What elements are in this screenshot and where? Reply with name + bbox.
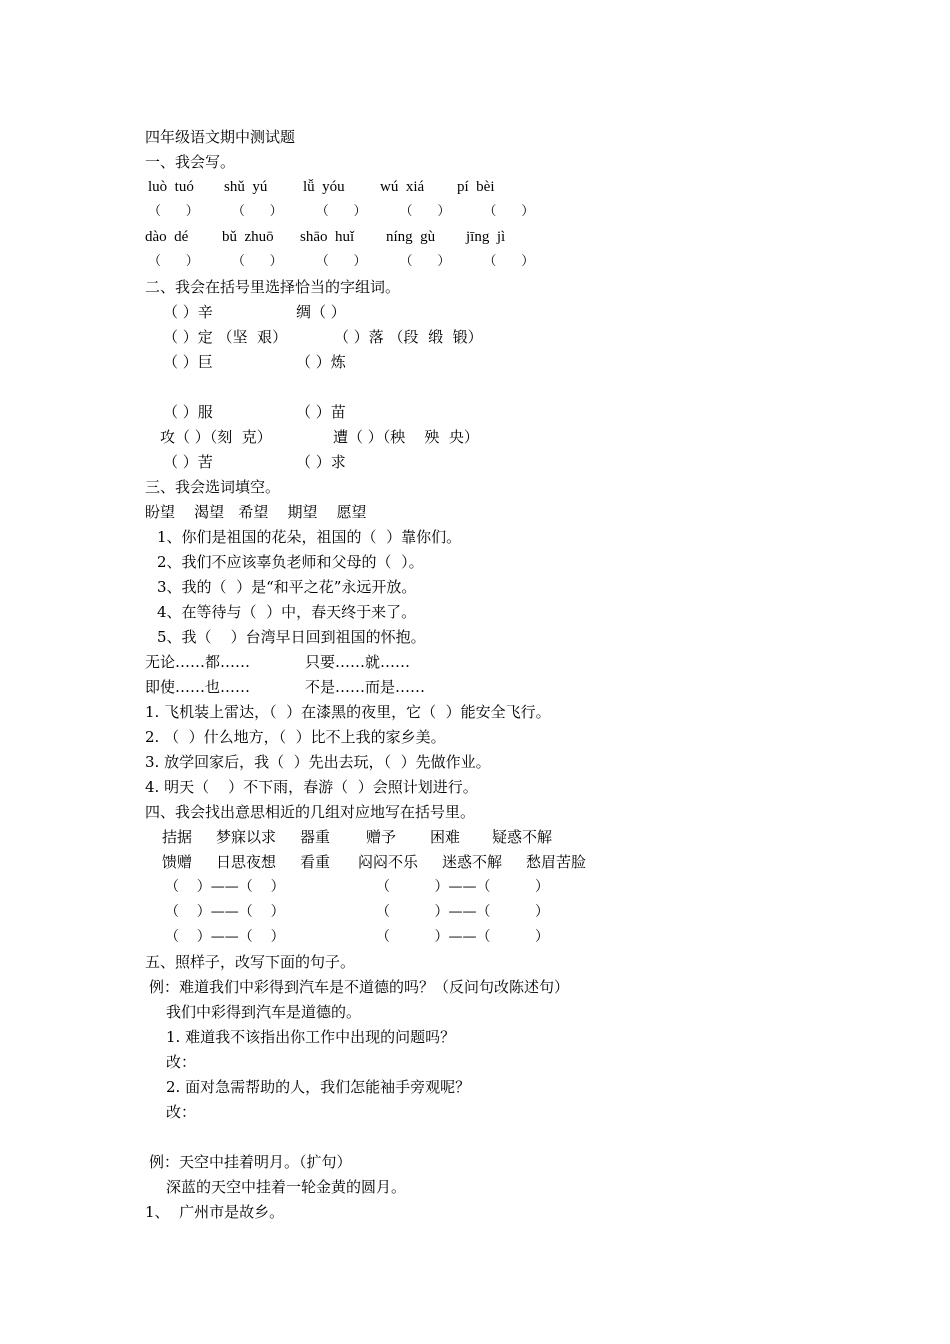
- fill-sentence: 2. （ ）什么地方，（ ）比不上我的家乡美。: [145, 728, 446, 746]
- example-answer: 我们中彩得到汽车是道德的。: [166, 1003, 362, 1021]
- question-sentence: 1、 广州市是故乡。: [145, 1203, 285, 1221]
- word-item: 赠予: [366, 828, 397, 846]
- conjunction-pair: 不是……而是……: [305, 678, 426, 696]
- pinyin-item: dào dé: [145, 229, 189, 245]
- fill-sentence: 4、在等待与（ ）中，春天终于来了。: [157, 603, 417, 621]
- section-4-heading: 四、我会找出意思相近的几组对应地写在括号里。: [145, 803, 476, 821]
- section-1-heading: 一、我会写。: [145, 153, 236, 171]
- pair-blank: （ ）——（ ）: [165, 929, 285, 945]
- fill-sentence: 1. 飞机装上雷达，（ ）在漆黑的夜里，它（ ）能安全飞行。: [145, 703, 551, 721]
- word-blank: （ ）苦: [163, 453, 213, 471]
- word-bank: 盼望 渴望 希望 期望 愿望: [145, 503, 367, 521]
- pair-blank: （ ）——（ ）: [376, 904, 550, 920]
- word-item: 困难: [430, 828, 461, 846]
- pair-blank: （ ）——（ ）: [165, 879, 285, 895]
- fill-sentence: 3. 放学回家后，我（ ）先出去玩，（ ）先做作业。: [145, 753, 491, 771]
- word-blank: （ ）苗: [296, 403, 346, 421]
- rewrite-label: 改：: [166, 1053, 197, 1071]
- example-sentence: 例：天空中挂着明月。（扩句）: [149, 1153, 352, 1171]
- word-blank: （ ）辛: [163, 303, 213, 321]
- pinyin-item: jīng jì: [466, 229, 506, 245]
- word-item: 愁眉苦脸: [526, 853, 587, 871]
- page-title: 四年级语文期中测试题: [145, 128, 296, 146]
- word-item: 梦寐以求: [216, 828, 277, 846]
- word-blank: （ ）落 （段 缎 锻）: [334, 328, 483, 346]
- word-blank: （ ）定 （坚 艰）: [163, 328, 288, 346]
- pair-blank: （ ）——（ ）: [376, 879, 550, 895]
- word-item: 拮据: [162, 828, 193, 846]
- word-item: 日思夜想: [216, 853, 277, 871]
- pinyin-item: wú xiá: [380, 179, 425, 195]
- conjunction-pair: 即使……也……: [145, 678, 251, 696]
- word-item: 看重: [300, 853, 331, 871]
- fill-sentence: 4. 明天（ ）不下雨，春游（ ）会照计划进行。: [145, 778, 478, 796]
- answer-blank-row: （ ） （ ） （ ） （ ） （ ）: [148, 204, 535, 219]
- word-blank: （ ）炼: [296, 353, 346, 371]
- question-sentence: 2. 面对急需帮助的人，我们怎能袖手旁观呢？: [166, 1078, 471, 1096]
- word-blank: 遭（ ）（秧 殃 央）: [333, 428, 479, 446]
- section-5-heading: 五、照样子，改写下面的句子。: [145, 953, 356, 971]
- pair-blank: （ ）——（ ）: [165, 904, 285, 920]
- section-2-heading: 二、我会在括号里选择恰当的字组词。: [145, 278, 401, 296]
- example-answer: 深蓝的天空中挂着一轮金黄的圆月。: [166, 1178, 407, 1196]
- pinyin-item: lǚ yóu: [303, 179, 345, 195]
- question-sentence: 1. 难道我不该指出你工作中出现的问题吗？: [166, 1028, 456, 1046]
- section-3-heading: 三、我会选词填空。: [145, 478, 281, 496]
- answer-blank-row: （ ） （ ） （ ） （ ） （ ）: [148, 254, 535, 269]
- conjunction-pair: 只要……就……: [305, 653, 411, 671]
- fill-sentence: 2、我们不应该辜负老师和父母的（ ）。: [157, 553, 424, 571]
- word-blank: 绸（ ）: [296, 303, 346, 321]
- pinyin-item: shāo huǐ: [300, 229, 355, 245]
- word-item: 疑惑不解: [492, 828, 553, 846]
- fill-sentence: 5、我（ ）台湾早日回到祖国的怀抱。: [157, 628, 426, 646]
- pinyin-item: níng gù: [386, 229, 436, 245]
- conjunction-pair: 无论……都……: [145, 653, 251, 671]
- word-item: 器重: [300, 828, 331, 846]
- word-blank: （ ）服: [163, 403, 213, 421]
- word-blank: 攻（ ）（刻 克）: [160, 428, 272, 446]
- pinyin-item: luò tuó: [148, 179, 194, 195]
- pinyin-item: pí bèi: [457, 179, 495, 195]
- fill-sentence: 1、你们是祖国的花朵，祖国的（ ）靠你们。: [157, 528, 462, 546]
- word-item: 馈赠: [162, 853, 193, 871]
- pair-blank: （ ）——（ ）: [376, 929, 550, 945]
- example-sentence: 例：难道我们中彩得到汽车是不道德的吗？（反问句改陈述句）: [149, 978, 570, 996]
- fill-sentence: 3、我的（ ）是“和平之花”永远开放。: [157, 578, 417, 596]
- word-blank: （ ）求: [296, 453, 346, 471]
- word-item: 迷惑不解: [442, 853, 503, 871]
- pinyin-item: shǔ yú: [224, 179, 268, 195]
- word-item: 闷闷不乐: [358, 853, 419, 871]
- rewrite-label: 改：: [166, 1103, 197, 1121]
- pinyin-item: bǔ zhuō: [222, 229, 274, 245]
- word-blank: （ ）巨: [163, 353, 213, 371]
